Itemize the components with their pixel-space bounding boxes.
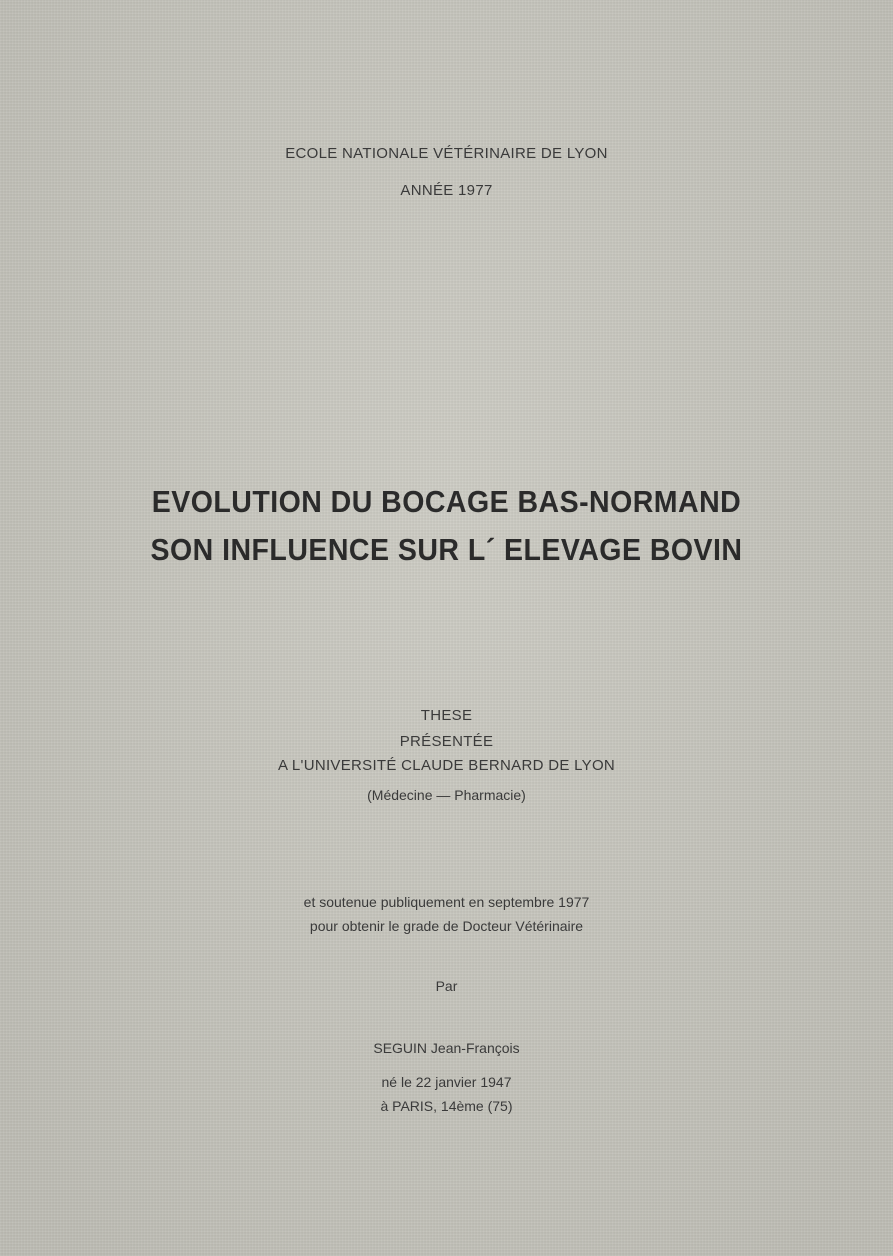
thesis-title-line-2: SON INFLUENCE SUR L´ ELEVAGE BOVIN	[150, 532, 743, 567]
by-label: Par	[435, 978, 458, 994]
faculty-name: (Médecine — Pharmacie)	[367, 787, 526, 803]
presented-label: PRÉSENTÉE	[399, 733, 494, 750]
author-birth-place: à PARIS, 14ème (75)	[380, 1098, 513, 1114]
academic-year: ANNÉE 1977	[400, 182, 493, 199]
university-name: A L'UNIVERSITÉ CLAUDE BERNARD DE LYON	[277, 757, 616, 774]
degree-statement: pour obtenir le grade de Docteur Vétérinaire	[309, 918, 584, 934]
thesis-title-line-1: EVOLUTION DU BOCAGE BAS-NORMAND	[151, 484, 742, 519]
thesis-label: THESE	[420, 707, 473, 724]
defense-statement: et soutenue publiquement en septembre 1977	[303, 894, 590, 910]
author-birth-date: né le 22 janvier 1947	[381, 1074, 512, 1090]
school-name: ECOLE NATIONALE VÉTÉRINAIRE DE LYON	[285, 145, 608, 162]
author-name: SEGUIN Jean-François	[373, 1040, 520, 1056]
